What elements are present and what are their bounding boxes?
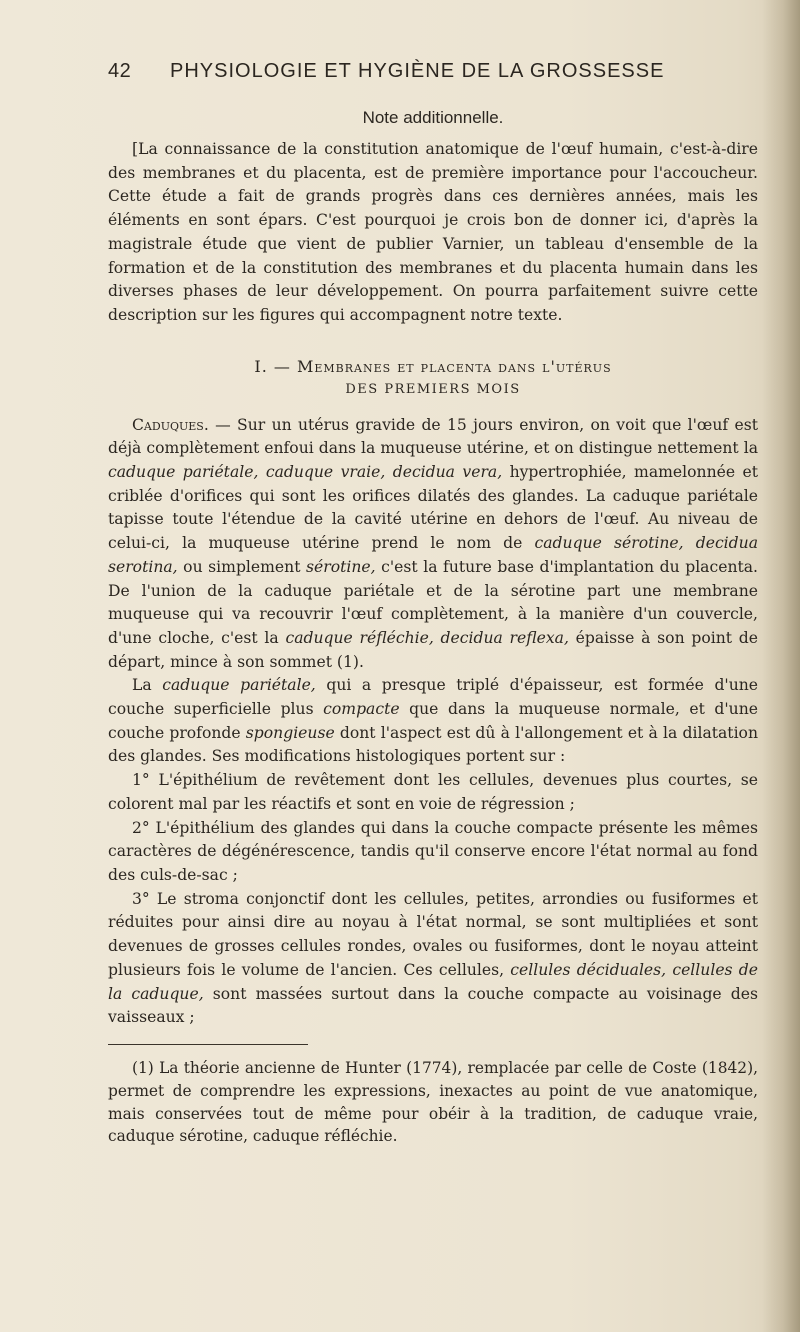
section-heading bbox=[108, 356, 758, 378]
intro-paragraph: [La connaissance de la constitution anatomique de l'œuf humain, c'est-à-dire des membranes et du placenta, est de première importance pour l'accoucheur. Cette étude a fait de grands progrès dans ces dernières années, mais les éléments en sont épars. C'est pourquoi je crois bon de donner ici, d'après la magistrale étude que vient de publier Varnier, un tableau d'ensemble de la formation et de la constitution des membranes et du placenta humain dans les diverses phases de leur développement. On pourra parfaitement suivre cette description sur les figures qui accompagnent notre texte. bbox=[108, 140, 758, 324]
running-title: PHYSIOLOGIE ET HYGIÈNE DE LA GROSSESSE bbox=[170, 60, 665, 82]
text-block bbox=[108, 60, 758, 1148]
list-item-2: 2° L'épithélium des glandes qui dans la couche compacte présente les mêmes caractères de dégénérescence, tandis qu'il conserve encore l'état normal au fond des culs-de-sac ; bbox=[108, 818, 758, 884]
section-heading-text: I. — Membranes et placenta dans l'utérus bbox=[254, 356, 612, 376]
list-item-1: 1° L'épithélium de revêtement dont les cellules, devenues plus courtes, se colorent mal par les réactifs et sont en voie de régression ; bbox=[108, 771, 758, 813]
page-number: 42 bbox=[108, 60, 132, 82]
footnote-rule bbox=[108, 1044, 308, 1045]
run-in-heading: Caduques. bbox=[132, 415, 209, 434]
note-title: Note additionnelle. bbox=[362, 108, 504, 127]
section-subheading: DES PREMIERS MOIS bbox=[345, 381, 521, 397]
list-item-3: 3° Le stroma conjonctif dont les cellules, petites, arrondies ou fusiformes et réduites pour ainsi dire au noyau à l'état normal, se sont multipliées et sont devenues de grosses cellules rondes, ovales ou fusiformes, dont le noyau atteint plusieurs fois le volume de l'ancien. Ces cellules, cellules déciduales, cellules de la caduque, sont massées surtout dans la couche compacte au voisinage des vaisseaux ; bbox=[108, 889, 758, 1027]
footnote bbox=[108, 1057, 758, 1148]
running-head bbox=[108, 60, 758, 88]
footnote-text: (1) La théorie ancienne de Hunter (1774), remplacée par celle de Coste (1842), permet de comprendre les expressions, inexactes au point de vue anatomique, mais conservées tout de même pour obéir à la tradition, de caduque vraie, caduque sérotine, caduque réfléchie. bbox=[108, 1058, 758, 1146]
paragraph-parietale: La caduque pariétale, qui a presque triplé d'épaisseur, est formée d'une couche superficielle plus compacte que dans la muqueuse normale, et d'une couche profonde spongieuse dont l'aspect est dû à l'allongement et à la dilatation des glandes. Ses modifications histologiques portent sur : bbox=[108, 676, 759, 766]
paragraph-caduques: Caduques. — Sur un utérus gravide de 15 jours environ, on voit que l'œuf est déjà complètement enfoui dans la muqueuse utérine, et on distingue nettement la caduque pariétale, caduque vraie, decidua vera, hypertrophiée, mamelonnée et criblée d'orifices qui sont les orifices dilatés des glandes. La caduque pariétale tapisse toute l'étendue de la cavité utérine en dehors de l'œuf. Au niveau de celui-ci, la muqueuse utérine prend le nom de caduque sérotine, decidua serotina, ou simplement sérotine, c'est la future base d'implantation du placenta. De l'union de la caduque pariétale et de la sérotine part une membrane muqueuse qui va recouvrir l'œuf complètement, à la manière d'un couvercle, d'une cloche, c'est la caduque réfléchie, decidua reflexa, épaisse à son point de départ, mince à son sommet (1). bbox=[108, 415, 759, 671]
page-edge-shadow bbox=[762, 0, 800, 1332]
